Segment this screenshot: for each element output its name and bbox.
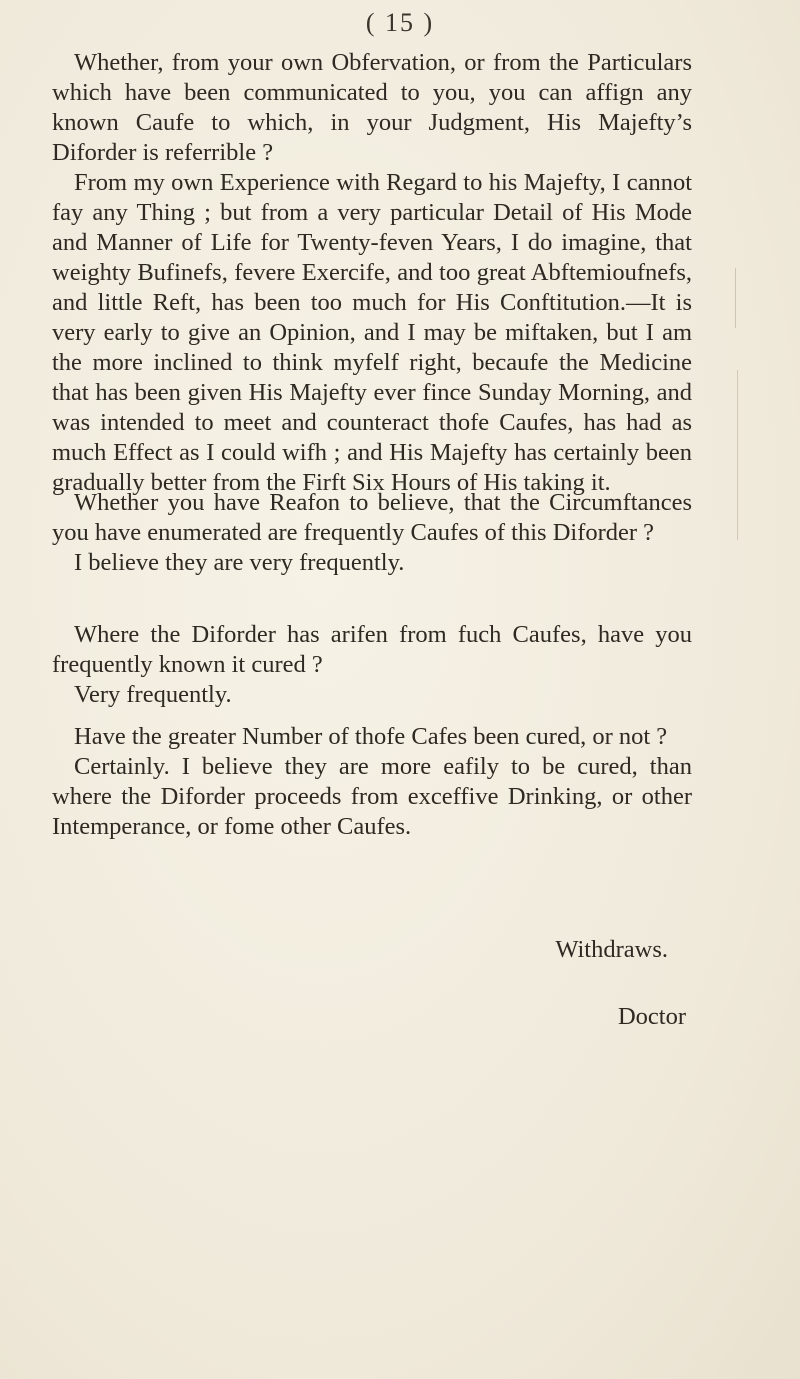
stage-direction: Withdraws. bbox=[555, 936, 668, 963]
text-block-1 bbox=[52, 48, 692, 498]
question-paragraph: Where the Diforder has arifen from fuch Caufes, have you frequently known it cured ? bbox=[52, 621, 692, 678]
text-block-3 bbox=[52, 620, 692, 710]
margin-bracket-mark bbox=[707, 370, 738, 540]
text-block-4 bbox=[52, 722, 692, 842]
page-number: ( 15 ) bbox=[365, 8, 435, 37]
question-paragraph: Whether you have Reafon to believe, that the Circumftances you have enumerated are frequently Caufes of this Diforder ? bbox=[52, 489, 692, 546]
question-paragraph: Whether, from your own Obfervation, or from the Particulars which have been communicated to you, you can affign any known Caufe to which, in your Judgment, His Majefty’s Diforder is referrible ? bbox=[52, 49, 692, 166]
question-paragraph: Have the greater Number of thofe Cafes been cured, or not ? bbox=[74, 723, 668, 750]
answer-paragraph: I believe they are very frequently. bbox=[74, 549, 405, 576]
answer-paragraph: Very frequently. bbox=[74, 681, 232, 708]
answer-paragraph: Certainly. I believe they are more eafily to be cured, than where the Diforder proceeds from exceffive Drinking, or other Intemperance, or fome other Caufes. bbox=[52, 753, 692, 840]
catchword: Doctor bbox=[617, 1003, 686, 1030]
text-block-2 bbox=[52, 488, 692, 578]
margin-bracket-mark bbox=[705, 268, 736, 328]
answer-paragraph: From my own Experience with Regard to his Majefty, I cannot fay any Thing ; but from a very particular Detail of His Mode and Manner of Life for Twenty-feven Years, I do imagine, that weighty Bufinefs, fevere Exercife, and too great Abftemioufnefs, and little Reft, has been too much for His Conftitution.—It is very early to give an Opinion, and I may be miftaken, but I am the more inclined to think myfelf right, becaufe the Medicine that has been given His Majefty ever fince Sunday Morning, and was intended to meet and counteract thofe Caufes, has had as much Effect as I could wifh ; and His Majefty has certainly been gradually better from the Firft Six Hours of His taking it. bbox=[52, 169, 692, 496]
